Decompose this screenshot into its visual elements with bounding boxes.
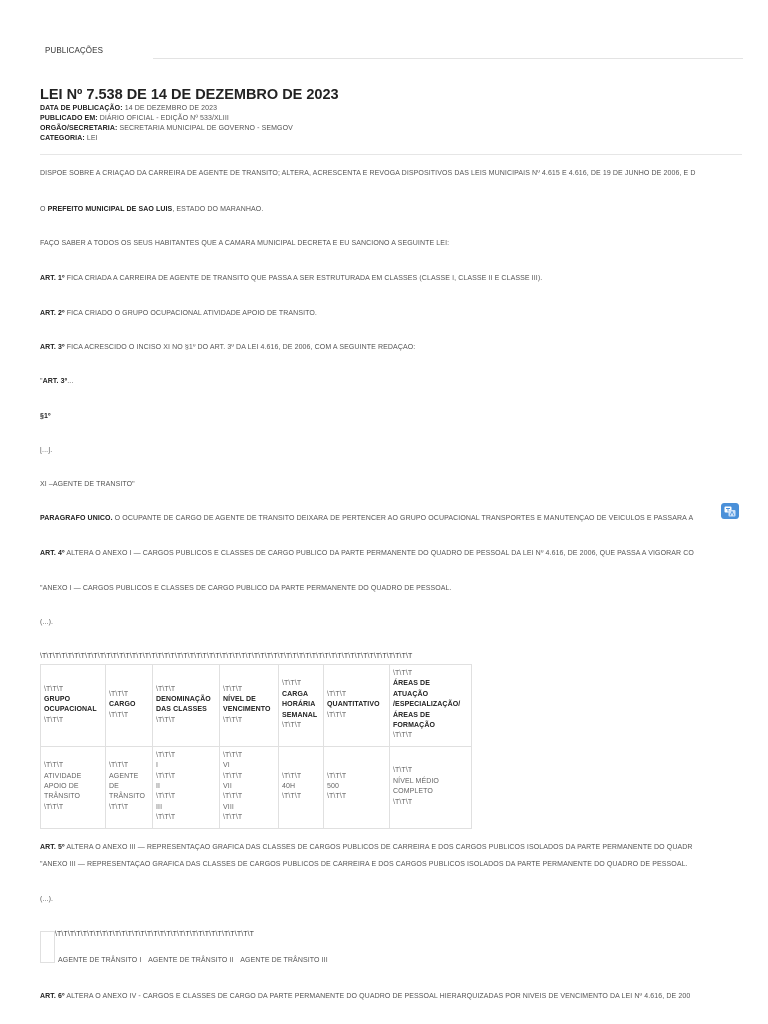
cell-carga: \T\T\T 40H \T\T\T xyxy=(279,746,324,828)
quote-art-3: "ART. 3º... xyxy=(40,378,74,385)
cell-cargo: \T\T\T AGENTE DE TRÂNSITO \T\T\T xyxy=(106,746,153,828)
ellipsis-paren-1: (...). xyxy=(40,619,54,626)
escaped-tabs-row-1: \T\T\T\T\T\T\T\T\T\T\T\T\T\T\T\T\T\T\T\T\T\T\T\T\T\T\T\T\T\T\T\T\T\T\T\T\T\T\T\T\T\T\T\T\T\T\T\T\T\T\T\T\T\T\T\T\T\T xyxy=(40,653,413,660)
meta-categoria: CATEGORIA: LEI xyxy=(40,135,98,142)
graphic-label-classe-1: AGENTE DE TRÂNSITO I xyxy=(58,957,142,964)
section-label-publicacoes[interactable]: PUBLICAÇÕES xyxy=(45,46,104,55)
art-4: ART. 4º ALTERA O ANEXO I — CARGOS PÚBLICOS E CLASSES DE CARGO PÚBLICO DA PARTE PERMANENTE DO QUADRO DE PESSOAL DA LEI Nº 4.616, DE 2006, QUE PASSA A VIGORAR CO xyxy=(40,550,694,557)
header-carga-horaria: \T\T\T CARGA HORÁRIA SEMANAL \T\T\T xyxy=(279,665,324,747)
header-nivel-vencimento: \T\T\T NÍVEL DE VENCIMENTO \T\T\T xyxy=(220,665,279,747)
top-divider xyxy=(153,58,743,59)
graphic-placeholder-box xyxy=(40,931,55,963)
inciso-xi: XI –AGENTE DE TRÂNSITO" xyxy=(40,481,135,488)
cell-grupo: \T\T\T ATIVIDADE APOIO DE TRÂNSITO \T\T\T xyxy=(41,746,106,828)
art-2: ART. 2º FICA CRIADO O GRUPO OCUPACIONAL ATIVIDADE APOIO DE TRÂNSITO. xyxy=(40,310,317,317)
header-cargo: \T\T\T CARGO \T\T\T xyxy=(106,665,153,747)
prefeito-paragraph: O PREFEITO MUNICIPAL DE SÃO LUÍS, ESTADO DO MARANHÃO. xyxy=(40,206,264,213)
law-title: LEI Nº 7.538 DE 14 DE DEZEMBRO DE 2023 xyxy=(40,87,339,103)
table-row xyxy=(41,746,472,828)
art-1: ART. 1º FICA CRIADA A CARREIRA DE AGENTE DE TRÂNSITO QUE PASSA A SER ESTRUTURADA EM CLASSES (CLASSE I, CLASSE II E CLASSE III). xyxy=(40,275,543,282)
header-areas-atuacao: \T\T\T ÁREAS DE ATUAÇÃO /ESPECIALIZAÇÃO/ ÁREAS DE FORMAÇÃO \T\T\T xyxy=(390,665,472,747)
cell-areas: \T\T\T NÍVEL MÉDIO COMPLETO \T\T\T xyxy=(390,746,472,828)
meta-orgao: ORGÃO/SECRETARIA: SECRETARIA MUNICIPAL DE GOVERNO - SEMGOV xyxy=(40,125,293,132)
header-denominacao-classes: \T\T\T DENOMINAÇÃO DAS CLASSES \T\T\T xyxy=(153,665,220,747)
cell-niveis: \T\T\T VI \T\T\T VII \T\T\T VIII \T\T\T xyxy=(220,746,279,828)
cell-quantitativo: \T\T\T 500 \T\T\T xyxy=(324,746,390,828)
ellipsis-paren-2: (...). xyxy=(40,896,54,903)
graphic-class-labels xyxy=(58,957,333,964)
top-bar xyxy=(0,0,768,100)
anexo-1-quote: "ANEXO I — CARGOS PÚBLICOS E CLASSES DE CARGO PÚBLICO DA PARTE PERMANENTE DO QUADRO DE PESSOAL. xyxy=(40,585,452,592)
art-3: ART. 3º FICA ACRESCIDO O INCISO XI NO §1º DO ART. 3º DA LEI 4.616, DE 2006, COM A SEGUINTE REDAÇÃO: xyxy=(40,344,416,351)
meta-publicado-em: PUBLICADO EM: DIÁRIO OFICIAL - EDIÇÃO Nº 533/XLIII xyxy=(40,115,229,122)
escaped-tabs-row-2: \T\T\T\T\T\T\T\T\T\T\T\T\T\T\T\T\T\T\T\T\T\T\T\T\T\T\T\T\T\T\T xyxy=(55,931,255,938)
art-5: ART. 5º ALTERA O ANEXO III — REPRESENTAÇÃO GRÁFICA DAS CLASSES DE CARGOS PÚBLICOS DE CARREIRA E DOS CARGOS PÚBLICOS ISOLADOS DA PARTE PERMANENTE DO QUADR xyxy=(40,844,693,851)
table-header-row xyxy=(41,665,472,747)
translate-icon xyxy=(724,506,736,517)
header-quantitativo: \T\T\T QUANTITATIVO \T\T\T xyxy=(324,665,390,747)
ementa: DISPÕE SOBRE A CRIAÇÃO DA CARREIRA DE AGENTE DE TRÂNSITO; ALTERA, ACRESCENTA E REVOGA DISPOSITIVOS DAS LEIS MUNICIPAIS Nº 4.615 E 4.616, DE 19 DE JUNHO DE 2006, E D xyxy=(40,170,696,177)
meta-data-publicacao: DATA DE PUBLICAÇÃO: 14 DE DEZEMBRO DE 2023 xyxy=(40,105,218,112)
faco-saber-paragraph: FAÇO SABER A TODOS OS SEUS HABITANTES QUE A CÂMARA MUNICIPAL DECRETA E EU SANCIONO A SEGUINTE LEI: xyxy=(40,240,450,247)
anexo-1-table xyxy=(40,664,472,829)
cell-classes: \T\T\T I \T\T\T II \T\T\T III \T\T\T xyxy=(153,746,220,828)
graphic-label-classe-3: AGENTE DE TRÂNSITO III xyxy=(240,957,328,964)
paragraph-1: §1º xyxy=(40,413,51,420)
header-grupo-ocupacional: \T\T\T GRUPO OCUPACIONAL \T\T\T xyxy=(41,665,106,747)
ellipsis-brackets: [...]. xyxy=(40,447,53,454)
header-divider xyxy=(40,154,742,155)
translate-button[interactable] xyxy=(721,503,739,519)
graphic-label-classe-2: AGENTE DE TRÂNSITO II xyxy=(148,957,234,964)
art-6: ART. 6º ALTERA O ANEXO IV - CARGOS E CLASSES DE CARGO DA PARTE PERMANENTE DO QUADRO DE PESSOAL HIERARQUIZADAS POR NÍVEIS DE VENCIMENTO DA LEI Nº 4.616, DE 200 xyxy=(40,993,691,1000)
anexo-3-quote: "ANEXO III — REPRESENTAÇÃO GRÁFICA DAS CLASSES DE CARGOS PÚBLICOS DE CARREIRA E DOS CARGOS PÚBLICOS ISOLADOS DA PARTE PERMANENTE DO QUADRO DE PESSOAL. xyxy=(40,861,688,868)
paragrafo-unico: PARÁGRAFO ÚNICO. O OCUPANTE DE CARGO DE AGENTE DE TRÂNSITO DEIXARÁ DE PERTENCER AO GRUPO OCUPACIONAL TRANSPORTES E MANUTENÇÃO DE VEÍCULOS E PASSARÁ A xyxy=(40,515,694,522)
